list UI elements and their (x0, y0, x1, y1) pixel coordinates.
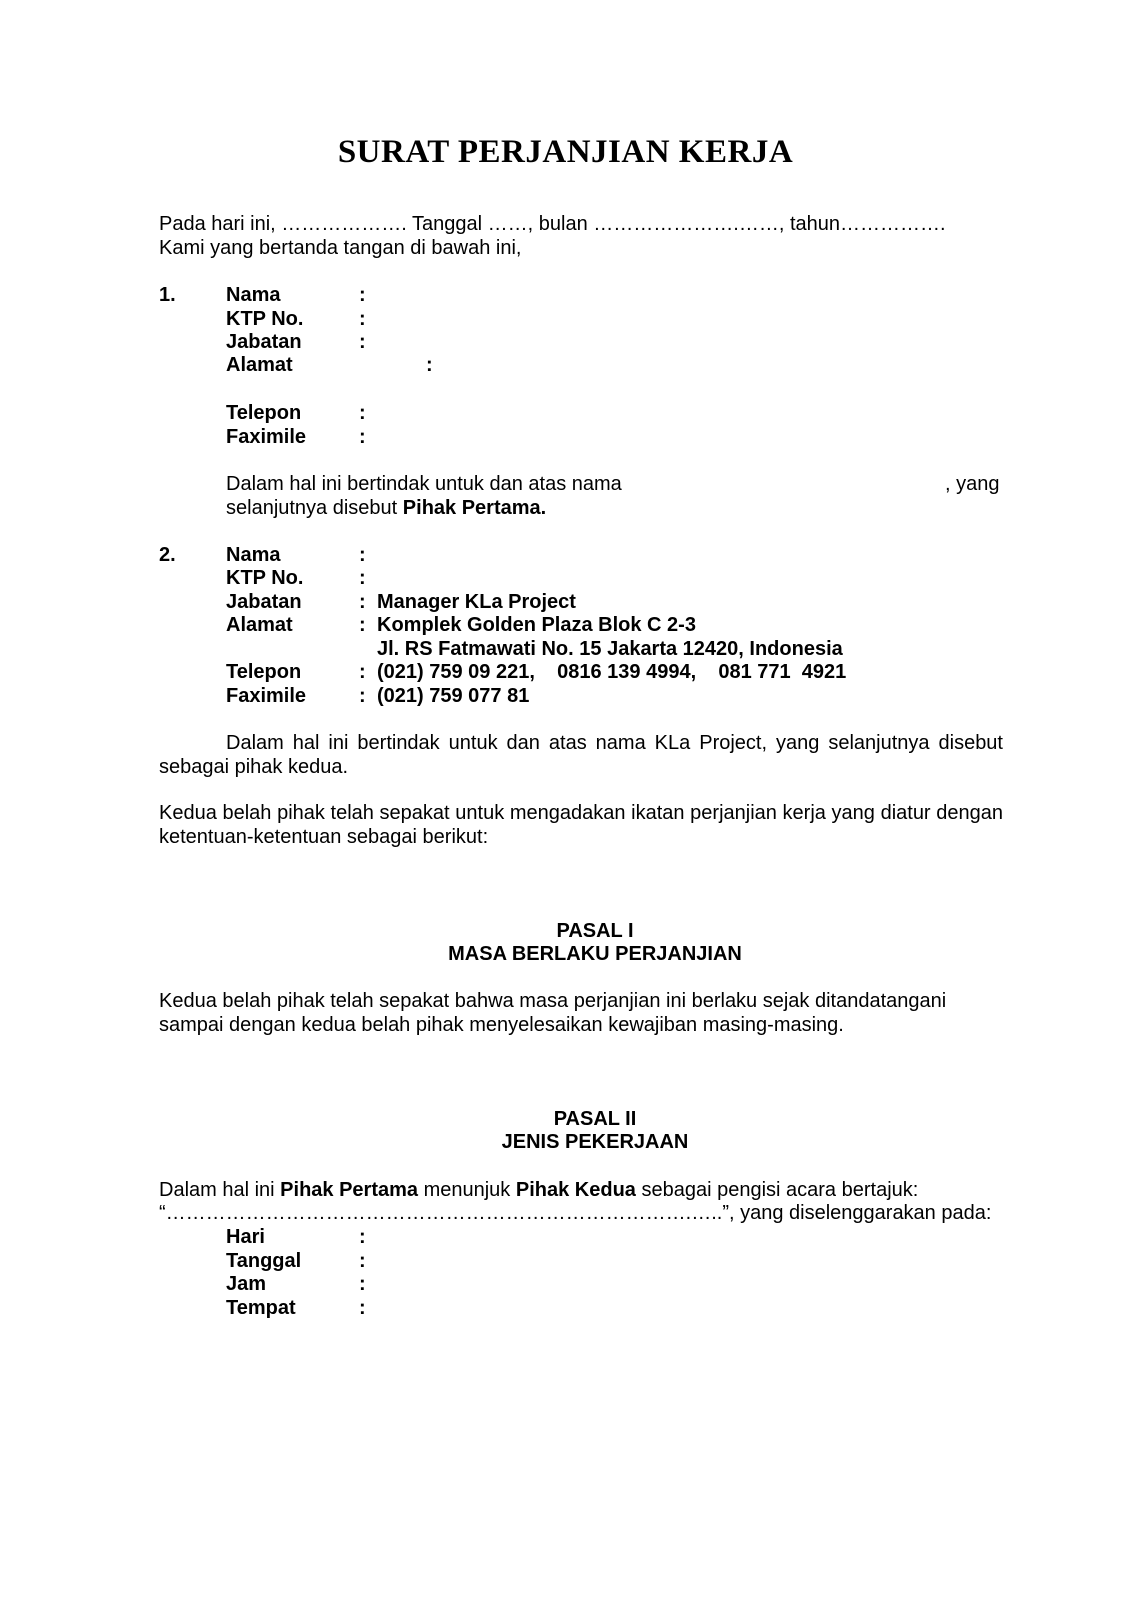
opening-line-2: Kami yang bertanda tangan di bawah ini, (159, 237, 522, 259)
pasal2-hari-colon: : (359, 1226, 366, 1248)
pasal2-jam-colon: : (359, 1273, 366, 1295)
party2-statement: Dalam hal ini bertindak untuk dan atas nama KLa Project, yang selanjutnya disebut sebagai pihak kedua. (159, 732, 1003, 778)
pihak-kedua-term: Pihak Kedua (515, 1179, 636, 1201)
party2-alamat-value-2: Jl. RS Fatmawati No. 15 Jakarta 12420, Indonesia (377, 638, 843, 660)
party2-alamat-value: Komplek Golden Plaza Blok C 2-3 (377, 614, 696, 636)
pasal2-tanggal-colon: : (359, 1250, 366, 1272)
party1-nama-colon: : (359, 284, 366, 306)
party2-faximile-value: (021) 759 077 81 (377, 685, 530, 707)
party2-telepon-label: Telepon (226, 661, 302, 683)
party2-telepon-value: (021) 759 09 221, 0816 139 4994, 081 771 4921 (377, 661, 847, 683)
party2-alamat-colon: : (359, 614, 366, 636)
party2-faximile-colon: : (359, 685, 366, 707)
pasal1-line-1: Kedua belah pihak telah sepakat bahwa masa perjanjian ini berlaku sejak ditandatangani (159, 990, 947, 1012)
party1-alamat-label: Alamat (226, 354, 293, 376)
party1-jabatan-label: Jabatan (226, 331, 302, 353)
pasal1-subheading: MASA BERLAKU PERJANJIAN (448, 943, 742, 965)
pasal2-line-1: Dalam hal ini Pihak Pertama menunjuk Pihak Kedua sebagai pengisi acara bertajuk: (159, 1179, 919, 1201)
party1-statement-part1: Dalam hal ini bertindak untuk dan atas nama (226, 473, 622, 495)
party2-nama-colon: : (359, 544, 366, 566)
party1-jabatan-colon: : (359, 331, 366, 353)
pasal2-tanggal-label: Tanggal (226, 1250, 302, 1272)
agreement-text: Kedua belah pihak telah sepakat untuk mengadakan ikatan perjanjian kerja yang diatur dengan ketentuan-ketentuan sebagai berikut: (159, 802, 1003, 848)
party1-faximile-label: Faximile (226, 426, 307, 448)
party2-jabatan-value: Manager KLa Project (377, 591, 576, 613)
party2-telepon-colon: : (359, 661, 366, 683)
party1-alamat-colon: : (426, 354, 433, 376)
party1-telepon-colon: : (359, 402, 366, 424)
pasal2-tempat-label: Tempat (226, 1297, 296, 1319)
party2-alamat-label: Alamat (226, 614, 293, 636)
pasal2-heading: PASAL II (553, 1108, 637, 1130)
party2-ktp-label: KTP No. (226, 567, 304, 589)
pasal2-tempat-colon: : (359, 1297, 366, 1319)
party1-ktp-label: KTP No. (226, 308, 304, 330)
pasal2-subheading: JENIS PEKERJAAN (501, 1131, 689, 1153)
pihak-pertama-term: Pihak Pertama. (402, 497, 547, 519)
pasal2-hari-label: Hari (226, 1226, 265, 1248)
party1-statement-part2: , yang (945, 473, 1000, 495)
party2-jabatan-colon: : (359, 591, 366, 613)
party2-nama-label: Nama (226, 544, 281, 566)
party1-number: 1. (159, 284, 176, 306)
opening-line-1: Pada hari ini, ………………. Tanggal ……, bulan ………………….……, tahun……………. (159, 213, 946, 235)
pasal1-heading: PASAL I (556, 920, 634, 942)
party1-statement-line2: selanjutnya disebut Pihak Pertama. (226, 497, 547, 519)
pasal2-line-2: “…………………………………………………………………….…..”, yang diselenggarakan pada: (159, 1202, 992, 1224)
party1-nama-label: Nama (226, 284, 281, 306)
party1-faximile-colon: : (359, 426, 366, 448)
party2-faximile-label: Faximile (226, 685, 307, 707)
party2-ktp-colon: : (359, 567, 366, 589)
pasal1-line-2: sampai dengan kedua belah pihak menyelesaikan kewajiban masing-masing. (159, 1014, 844, 1036)
pasal2-jam-label: Jam (226, 1273, 267, 1295)
party1-ktp-colon: : (359, 308, 366, 330)
document-title: SURAT PERJANJIAN KERJA (337, 134, 794, 170)
party2-jabatan-label: Jabatan (226, 591, 302, 613)
party1-telepon-label: Telepon (226, 402, 302, 424)
pihak-pertama-term-2: Pihak Pertama (280, 1179, 419, 1201)
party2-number: 2. (159, 544, 176, 566)
